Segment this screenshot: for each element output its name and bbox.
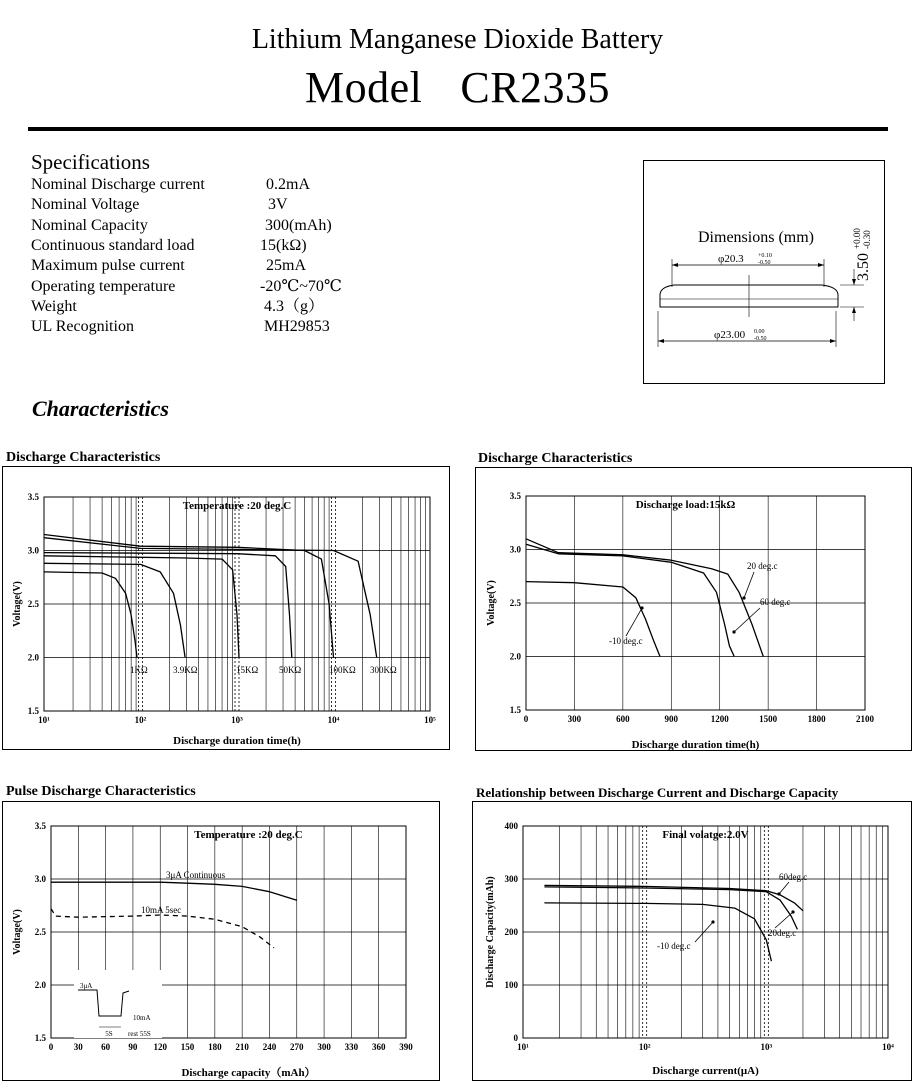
diameter-inner-label: φ20.3 bbox=[718, 253, 744, 265]
series-line bbox=[44, 538, 377, 658]
chart-panel-1 bbox=[2, 466, 450, 750]
y-tick-label: 0 bbox=[513, 1033, 518, 1043]
x-tick-label: 210 bbox=[235, 1042, 249, 1052]
x-tick-label: 10⁴ bbox=[882, 1042, 894, 1052]
diameter-outer-label: φ23.00 bbox=[714, 329, 746, 341]
label-leader bbox=[775, 912, 793, 928]
y-tick-label: 2.5 bbox=[27, 599, 39, 609]
dimensions-drawing bbox=[644, 161, 886, 385]
curve-label: 50KΩ bbox=[279, 665, 302, 675]
curve-label: 20deg.c bbox=[768, 928, 797, 938]
spec-label: Nominal Voltage bbox=[31, 196, 140, 214]
y-tick-label: 1.5 bbox=[27, 706, 39, 716]
x-tick-label: 10¹ bbox=[517, 1042, 529, 1052]
label-leader bbox=[744, 572, 754, 598]
series-line bbox=[544, 887, 797, 930]
y-tick-label: 100 bbox=[504, 980, 518, 990]
y-axis-label: Discharge Capacity(mAh) bbox=[485, 876, 496, 988]
series-line bbox=[44, 553, 292, 658]
y-tick-label: 3.0 bbox=[27, 545, 39, 556]
x-tick-label: 1500 bbox=[759, 714, 778, 724]
y-tick-label: 2.5 bbox=[34, 927, 46, 937]
y-tick-label: 300 bbox=[504, 874, 518, 884]
curve-label: 300KΩ bbox=[370, 665, 397, 675]
x-tick-label: 270 bbox=[290, 1042, 304, 1052]
x-axis-label: Discharge current(μA) bbox=[652, 1065, 759, 1077]
x-tick-label: 30 bbox=[73, 1042, 83, 1052]
x-tick-label: 10³ bbox=[231, 715, 243, 725]
height-tol-minus: -0.30 bbox=[862, 230, 872, 249]
dimensions-box bbox=[643, 160, 885, 384]
height-label: 3.50 bbox=[855, 253, 872, 281]
x-tick-label: 600 bbox=[616, 714, 630, 724]
label-arrowhead bbox=[791, 910, 794, 913]
y-axis-label: Voltage(V) bbox=[12, 581, 23, 627]
pulse-inset-background bbox=[74, 970, 162, 1038]
inset-label: rest 55S bbox=[128, 1030, 151, 1038]
x-tick-label: 0 bbox=[48, 1042, 54, 1052]
spec-label: Nominal Capacity bbox=[31, 216, 148, 234]
y-tick-label: 2.5 bbox=[509, 598, 521, 608]
x-tick-label: 60 bbox=[101, 1042, 111, 1052]
x-tick-label: 1200 bbox=[710, 714, 729, 724]
spec-label: Nominal Discharge current bbox=[31, 176, 205, 193]
x-axis-label: Discharge capacity（mAh） bbox=[181, 1067, 316, 1079]
model-title bbox=[0, 62, 915, 113]
chart-title: Temperature :20 deg.C bbox=[194, 829, 303, 841]
inset-label: 3μA bbox=[80, 982, 93, 990]
y-tick-label: 2.0 bbox=[34, 980, 46, 990]
spec-label: UL Recognition bbox=[31, 318, 134, 336]
chart-title: Final volatge:2.0V bbox=[662, 829, 749, 841]
discharge-temp-chart bbox=[3, 467, 451, 751]
model-label: Model bbox=[304, 63, 423, 112]
diameter-inner-tol-minus: -0.50 bbox=[758, 260, 771, 266]
y-tick-label: 3.5 bbox=[27, 492, 39, 502]
x-tick-label: 10¹ bbox=[38, 715, 50, 725]
curve-label: -10 deg.c bbox=[609, 636, 643, 646]
y-tick-label: 1.5 bbox=[509, 705, 521, 715]
x-tick-label: 330 bbox=[344, 1042, 359, 1052]
document-title: Lithium Manganese Dioxide Battery bbox=[251, 24, 664, 55]
x-tick-label: 150 bbox=[180, 1042, 195, 1052]
x-tick-label: 360 bbox=[371, 1042, 386, 1052]
chart-panel-3 bbox=[2, 801, 440, 1081]
y-tick-label: 3.5 bbox=[34, 821, 46, 831]
curve-label: -10 deg.c bbox=[657, 941, 691, 951]
curve-label: 10mA 5sec bbox=[141, 905, 182, 915]
diameter-outer-tol-minus: -0.50 bbox=[754, 336, 767, 342]
curve-label: 3μA Continuous bbox=[166, 870, 226, 880]
curve-label: 1KΩ bbox=[130, 665, 148, 675]
spec-label: Operating temperature bbox=[31, 277, 176, 295]
x-axis-label: Discharge duration time(h) bbox=[631, 739, 760, 751]
label-leader bbox=[779, 882, 789, 894]
x-tick-label: 300 bbox=[567, 714, 582, 724]
x-tick-label: 0 bbox=[523, 714, 529, 724]
series-line bbox=[44, 572, 137, 658]
label-arrowhead bbox=[742, 596, 745, 599]
height-tol-plus: +0.00 bbox=[852, 228, 862, 249]
spec-value: 25mA bbox=[266, 257, 306, 275]
y-tick-label: 400 bbox=[504, 821, 518, 831]
x-tick-label: 240 bbox=[262, 1042, 277, 1052]
spec-value: 15(kΩ) bbox=[260, 236, 307, 254]
y-axis-label: Voltage(V) bbox=[12, 909, 23, 955]
x-tick-label: 1800 bbox=[807, 714, 826, 724]
panel-title-discharge-1: Discharge Characteristics bbox=[6, 450, 161, 465]
chart-panel-4 bbox=[472, 801, 912, 1081]
panel-title-pulse: Pulse Discharge Characteristics bbox=[6, 784, 196, 799]
characteristics-heading: Characteristics bbox=[32, 396, 169, 421]
panel-title-discharge-2: Discharge Characteristics bbox=[478, 451, 633, 466]
chart-panel-2 bbox=[475, 467, 912, 751]
panel-title-current-capacity: Relationship between Discharge Current and Discharge Capacity bbox=[476, 785, 839, 800]
diameter-inner-tol-plus: +0.10 bbox=[758, 253, 772, 259]
x-tick-label: 900 bbox=[664, 714, 679, 724]
x-axis-label: Discharge duration time(h) bbox=[173, 735, 301, 747]
y-tick-label: 3.0 bbox=[509, 544, 521, 555]
model-value: CR2335 bbox=[460, 63, 611, 112]
x-tick-label: 120 bbox=[153, 1042, 167, 1052]
diameter-outer-tol-plus: 0.00 bbox=[754, 329, 765, 335]
y-tick-label: 1.5 bbox=[34, 1033, 46, 1043]
spec-label: Maximum pulse current bbox=[31, 257, 185, 275]
x-tick-label: 390 bbox=[399, 1042, 413, 1052]
x-tick-label: 90 bbox=[128, 1042, 138, 1052]
label-leader bbox=[626, 608, 642, 636]
label-arrowhead bbox=[711, 920, 714, 923]
curve-label: 3.9KΩ bbox=[173, 665, 198, 675]
chart-title: Temperature :20 deg.C bbox=[182, 500, 292, 512]
y-axis-label: Voltage(V) bbox=[486, 580, 497, 626]
curve-label: 20 deg.c bbox=[747, 561, 778, 571]
label-arrowhead bbox=[732, 630, 735, 633]
spec-label: Weight bbox=[31, 297, 77, 315]
curve-label: 60 deg.c bbox=[760, 597, 791, 607]
spec-value: 3V bbox=[268, 196, 288, 214]
y-tick-label: 200 bbox=[504, 927, 518, 937]
spec-value: 0.2mA bbox=[266, 176, 310, 193]
pulse-discharge-chart bbox=[3, 802, 441, 1082]
curve-label: 100KΩ bbox=[329, 665, 356, 675]
spec-value: MH29853 bbox=[264, 318, 330, 336]
x-tick-label: 10² bbox=[638, 1042, 651, 1052]
y-tick-label: 3.0 bbox=[34, 874, 46, 884]
label-arrowhead bbox=[640, 606, 643, 609]
x-tick-label: 10³ bbox=[760, 1042, 773, 1052]
discharge-load-chart bbox=[476, 468, 913, 752]
x-tick-label: 10² bbox=[134, 715, 147, 725]
inset-label: 5S bbox=[105, 1030, 113, 1038]
inset-label: 10mA bbox=[133, 1014, 151, 1022]
header-rule bbox=[28, 127, 888, 131]
specifications-heading: Specifications bbox=[31, 150, 150, 174]
spec-value: 4.3（g） bbox=[264, 297, 325, 315]
label-arrowhead bbox=[777, 892, 780, 895]
x-tick-label: 2100 bbox=[856, 714, 874, 724]
series-line bbox=[51, 882, 297, 900]
x-tick-label: 10⁴ bbox=[327, 715, 340, 725]
chart-title: Discharge load:15kΩ bbox=[635, 499, 736, 511]
curve-label: 15KΩ bbox=[236, 665, 259, 675]
y-tick-label: 2.0 bbox=[27, 652, 39, 663]
curve-label: 60deg.c bbox=[779, 872, 808, 882]
current-capacity-chart bbox=[473, 802, 913, 1082]
dimensions-title: Dimensions (mm) bbox=[698, 229, 814, 246]
spec-value: -20℃~70℃ bbox=[260, 277, 342, 295]
spec-label: Continuous standard load bbox=[31, 236, 195, 254]
y-tick-label: 2.0 bbox=[509, 651, 521, 662]
spec-value: 300(mAh) bbox=[265, 216, 332, 234]
x-tick-label: 180 bbox=[208, 1042, 222, 1052]
y-tick-label: 3.5 bbox=[509, 491, 521, 501]
x-tick-label: 10⁵ bbox=[424, 715, 436, 725]
x-tick-label: 300 bbox=[317, 1042, 331, 1052]
